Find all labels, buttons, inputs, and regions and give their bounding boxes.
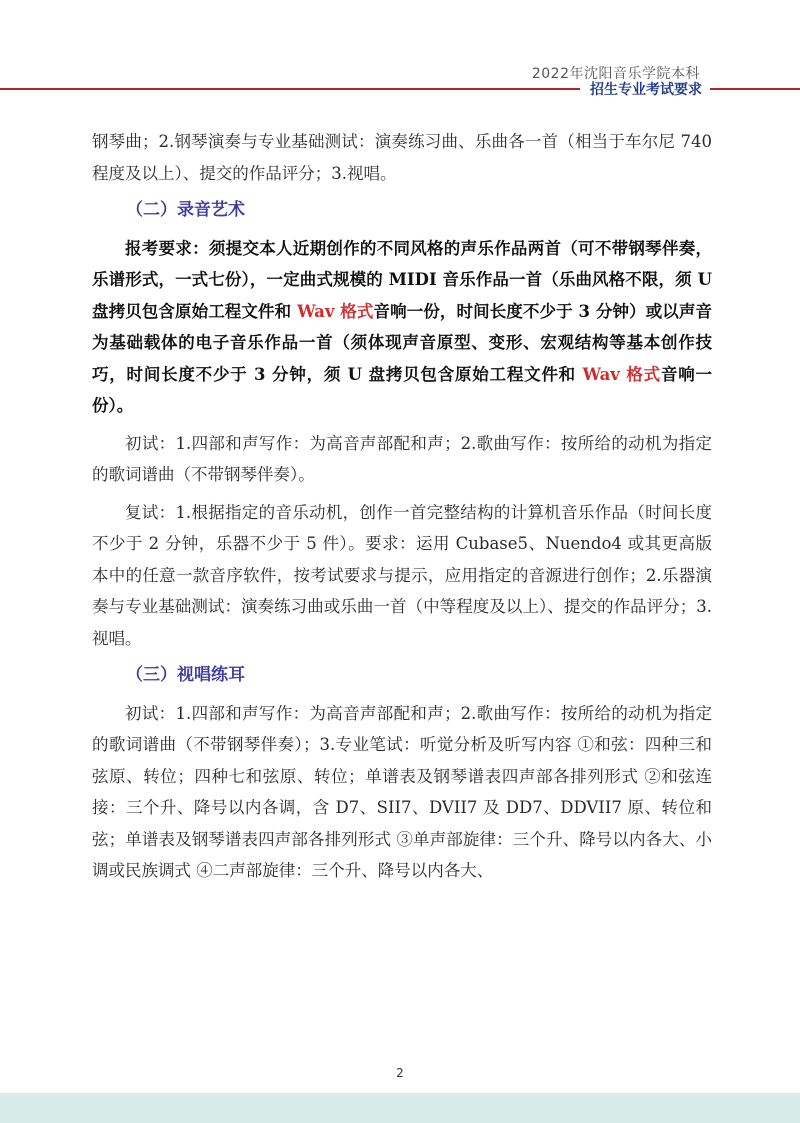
section-heading-solfeggio: （三）视唱练耳 [126,665,245,685]
paragraph-preliminary-exam: 初试：1.四部和声写作：为高音声部配和声；2.歌曲写作：按所给的动机为指定的歌词谱曲（不带钢琴伴奏）。 [92,433,712,484]
wav-format-highlight-2: Wav 格式 [582,364,661,384]
requirements-text-b: 音响一份，时间长度不少于 3 分钟）或以声音为基础载体的电子音乐作品一首（须体现声音原型、变形、宏观结构等基本创作技巧，时间长度不少于 3 分钟，须 U 盘拷贝包含原始工程文件和 [92,301,712,384]
page-number: 2 [396,1066,404,1080]
header-subtitle: 招生专业考试要求 [580,82,710,98]
document-body [92,126,712,893]
wav-format-highlight-1: Wav 格式 [297,301,374,321]
requirements-text-a: 报考要求：须提交本人近期创作的不同风格的声乐作品两首（可不带钢琴伴奏，乐谱形式，一式七份），一定曲式规模的 MIDI 音乐作品一首（乐曲风格不限，须 U 盘拷贝包含原始工程文件和 [92,238,712,321]
paragraph-requirements [92,233,712,422]
requirements-text-c: 音响一份）。 [92,364,713,415]
paragraph-second-exam: 复试：1.根据指定的音乐动机，创作一首完整结构的计算机音乐作品（时间长度不少于 2 分钟，乐器不少于 5 件）。要求：运用 Cubase5、Nuendo4 或其更高版本中的任意一款音序软件，按考试要求与提示，应用指定的音源进行创作；2.乐器演奏与专业基础测试：演奏练习曲或乐曲一首（中等程度及以上）、提交的作品评分；3.视唱。 [92,502,712,648]
section-heading-recording-arts: （二）录音艺术 [126,200,245,220]
paragraph-solfeggio-exam: 初试：1.四部和声写作：为高音声部配和声；2.歌曲写作：按所给的动机为指定的歌词谱曲（不带钢琴伴奏）；3.专业笔试：听觉分析及听写内容 ①和弦：四种三和弦原、转位；四种七和弦原、转位；单谱表及钢琴谱表四声部各排列形式 ②和弦连接：三个升、降号以内各调，含 D7、SII7、DVII7 及 DD7、DDVII7 原、转位和弦；单谱表及钢琴谱表四声部各排列形式 ③单声部旋律：三个升、降号以内各大、小调或民族调式 ④二声部旋律：三个升、降号以内各大、 [92,703,712,880]
header-title: 2022年沈阳音乐学院本科 [531,66,700,82]
paragraph-piano: 钢琴曲；2.钢琴演奏与专业基础测试：演奏练习曲、乐曲各一首（相当于车尔尼 740 程度及以上）、提交的作品评分；3.视唱。 [92,132,712,183]
footer-band [0,1093,800,1123]
